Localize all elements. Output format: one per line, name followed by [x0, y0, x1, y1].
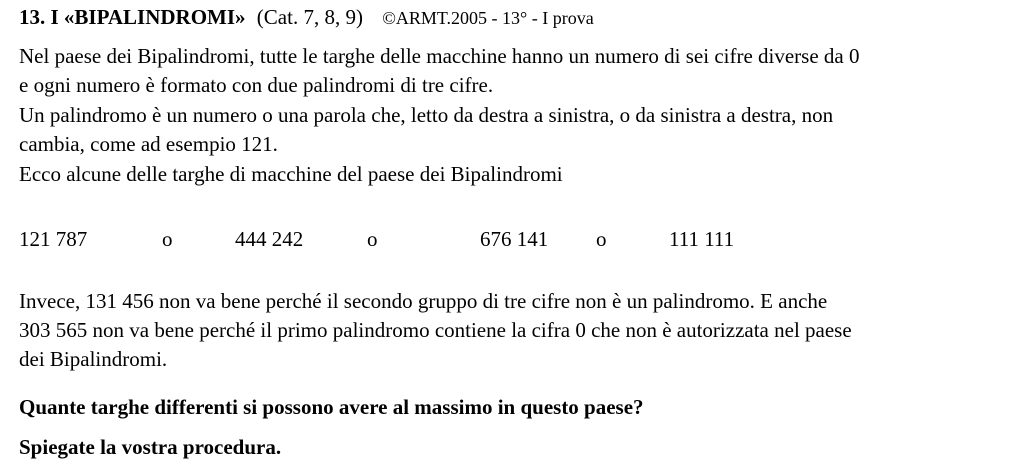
intro-line-2: e ogni numero è formato con due palindromi di tre cifre.	[19, 73, 494, 97]
intro-line-4: cambia, come ad esempio 121.	[19, 132, 278, 156]
instruction-text: Spiegate la vostra procedura.	[19, 435, 282, 459]
problem-title: 13. I «BIPALINDROMI»	[19, 5, 246, 29]
intro-line-5: Ecco alcune delle targhe di macchine del paese dei Bipalindromi	[19, 162, 563, 186]
plate-example-2: 444 242	[235, 227, 304, 251]
plate-example-3: 676 141	[480, 227, 549, 251]
counter-example-line-1: Invece, 131 456 non va bene perché il secondo gruppo di tre cifre non è un palindromo. E anche	[19, 289, 828, 313]
intro-line-3: Un palindromo è un numero o una parola che, letto da destra a sinistra, o da sinistra a destra, non	[19, 103, 834, 127]
intro-line-1: Nel paese dei Bipalindromi, tutte le targhe delle macchine hanno un numero di sei cifre diverse da 0	[19, 44, 860, 68]
problem-header	[19, 3, 594, 32]
counter-example-line-3: dei Bipalindromi.	[19, 347, 168, 371]
plate-separator-2: o	[367, 227, 378, 251]
counter-example-line-2: 303 565 non va bene perché il primo palindromo contiene la cifra 0 che non è autorizzata nel paese	[19, 318, 852, 342]
problem-page	[19, 0, 1009, 474]
problem-copyright: ©ARMT.2005 - 13° - I prova	[382, 8, 594, 28]
example-plates	[19, 225, 1009, 255]
plate-example-4: 111 111	[669, 227, 735, 251]
plate-separator-3: o	[596, 227, 607, 251]
question-text: Quante targhe differenti si possono avere al massimo in questo paese?	[19, 395, 644, 419]
problem-categories: (Cat. 7, 8, 9)	[256, 5, 363, 29]
plate-example-1: 121 787	[19, 227, 88, 251]
plate-separator-1: o	[162, 227, 173, 251]
